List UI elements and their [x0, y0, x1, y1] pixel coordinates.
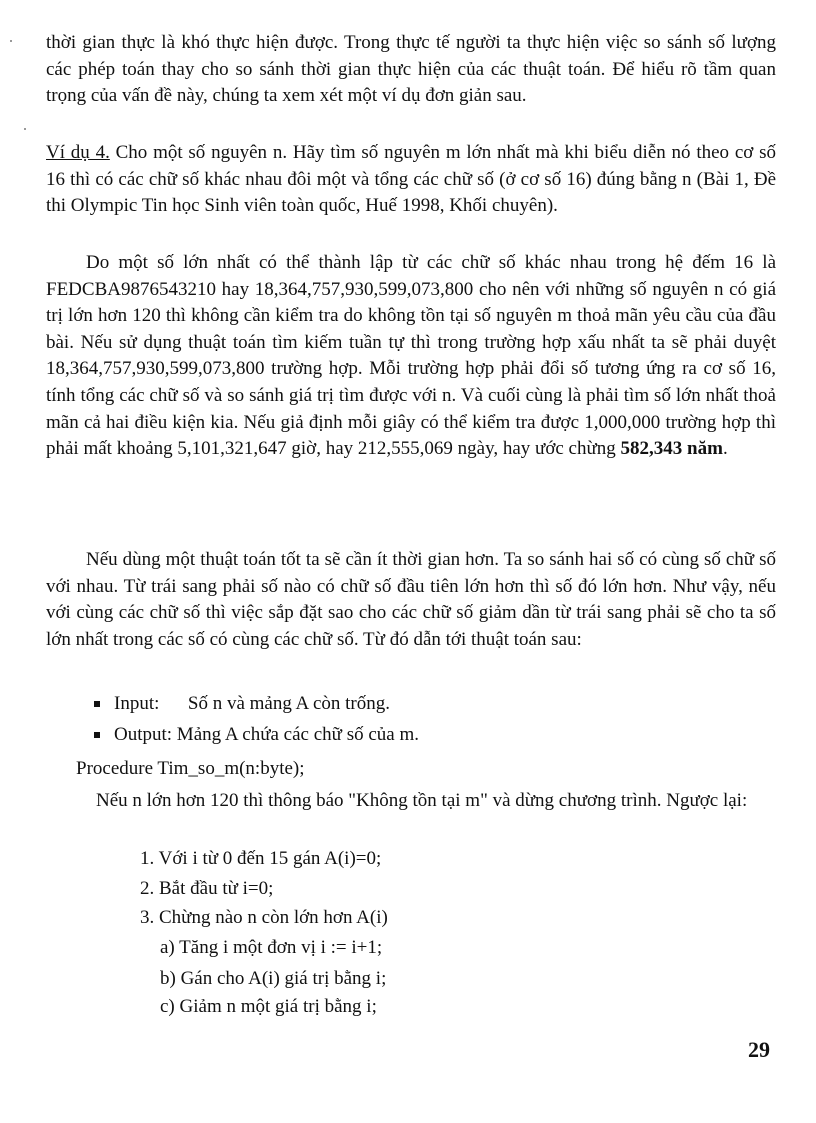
paragraph-analysis — [46, 250, 776, 463]
paragraph-intro: thời gian thực là khó thực hiện được. Trong thực tế người ta thực hiện việc so sánh số lượng các phép toán thay cho so sánh thời gian thực hiện của các thuật toán. Để hiểu rõ tầm quan trọng của vấn đề này, chúng ta xem xét một ví dụ đơn giản sau. — [46, 32, 776, 107]
procedure-step-3: 3. Chừng nào n còn lớn hơn A(i) — [140, 907, 388, 928]
scan-speck — [24, 128, 26, 130]
bullet-output: Output: Mảng A chứa các chữ số của m. — [114, 722, 774, 748]
procedure-substep-a: a) Tăng i một đơn vị i := i+1; — [160, 937, 383, 958]
example-label: Ví dụ 4. — [46, 142, 110, 163]
procedure-header: Procedure Tim_so_m(n:byte); — [76, 758, 305, 779]
procedure-intro: Nếu n lớn hơn 120 thì thông báo "Không tồn tại m" và dừng chương trình. Ngược lại: — [96, 790, 748, 811]
paragraph-better-algorithm — [46, 547, 776, 653]
procedure-step-1: 1. Với i từ 0 đến 15 gán A(i)=0; — [140, 848, 382, 869]
example-text: Cho một số nguyên n. Hãy tìm số nguyên m lớn nhất mà khi biểu diễn nó theo cơ số 16 thì có các chữ số khác nhau đôi một và tổng các chữ số (ở cơ số 16) đúng bằng n (Bài 1, Đề thi Olympic Tin học Sinh viên toàn quốc, Huế 1998, Khối chuyên). — [46, 142, 776, 217]
procedure-substep-b: b) Gán cho A(i) giá trị bằng i; — [160, 968, 387, 989]
analysis-text: Do một số lớn nhất có thể thành lập từ các chữ số khác nhau trong hệ đếm 16 là FEDCBA9876543210 hay 18,364,757,930,599,073,800 cho nên với những số nguyên n có giá trị lớn hơn 120 thì không cần kiểm tra do không tồn tại số nguyên m thoả mãn yêu cầu của đầu bài. Nếu sử dụng thuật toán tìm kiếm tuần tự thì trong trường hợp xấu nhất ta sẽ phải duyệt 18,364,757,930,599,073,800 trường hợp. Mỗi trường hợp phải đổi số tương ứng ra cơ số 16, tính tổng các chữ số và so sánh giá trị tìm được với n. Và cuối cùng là phải tìm số lớn nhất thoả mãn cả hai điều kiện kia. Nếu giả định mỗi giây có thể kiểm tra được 1,000,000 trường hợp thì phải mất khoảng 5,101,321,647 giờ, hay 212,555,069 ngày, hay ước chừng — [46, 252, 776, 460]
procedure-step-2: 2. Bắt đầu từ i=0; — [140, 878, 274, 899]
paragraph-example-4 — [46, 140, 776, 220]
bullet-input: Input: Số n và mảng A còn trống. — [114, 691, 774, 717]
page-number: 29 — [748, 1037, 770, 1062]
scan-speck — [10, 40, 12, 42]
analysis-end: . — [722, 438, 728, 460]
analysis-bold-result: 582,343 năm — [620, 438, 723, 460]
procedure-substep-c: c) Giảm n một giá trị bằng i; — [160, 996, 377, 1017]
better-algorithm-text: Nếu dùng một thuật toán tốt ta sẽ cần ít thời gian hơn. Ta so sánh hai số có cùng số chữ số với nhau. Từ trái sang phải số nào có chữ số đầu tiên lớn hơn thì số đó lớn hơn. Như vậy, nếu với cùng các chữ số thì việc sắp đặt sao cho các chữ số giảm dần từ trái sang phải sẽ cho ta số lớn nhất trong các số có cùng các chữ số. Từ đó dẫn tới thuật toán sau: — [46, 549, 776, 650]
